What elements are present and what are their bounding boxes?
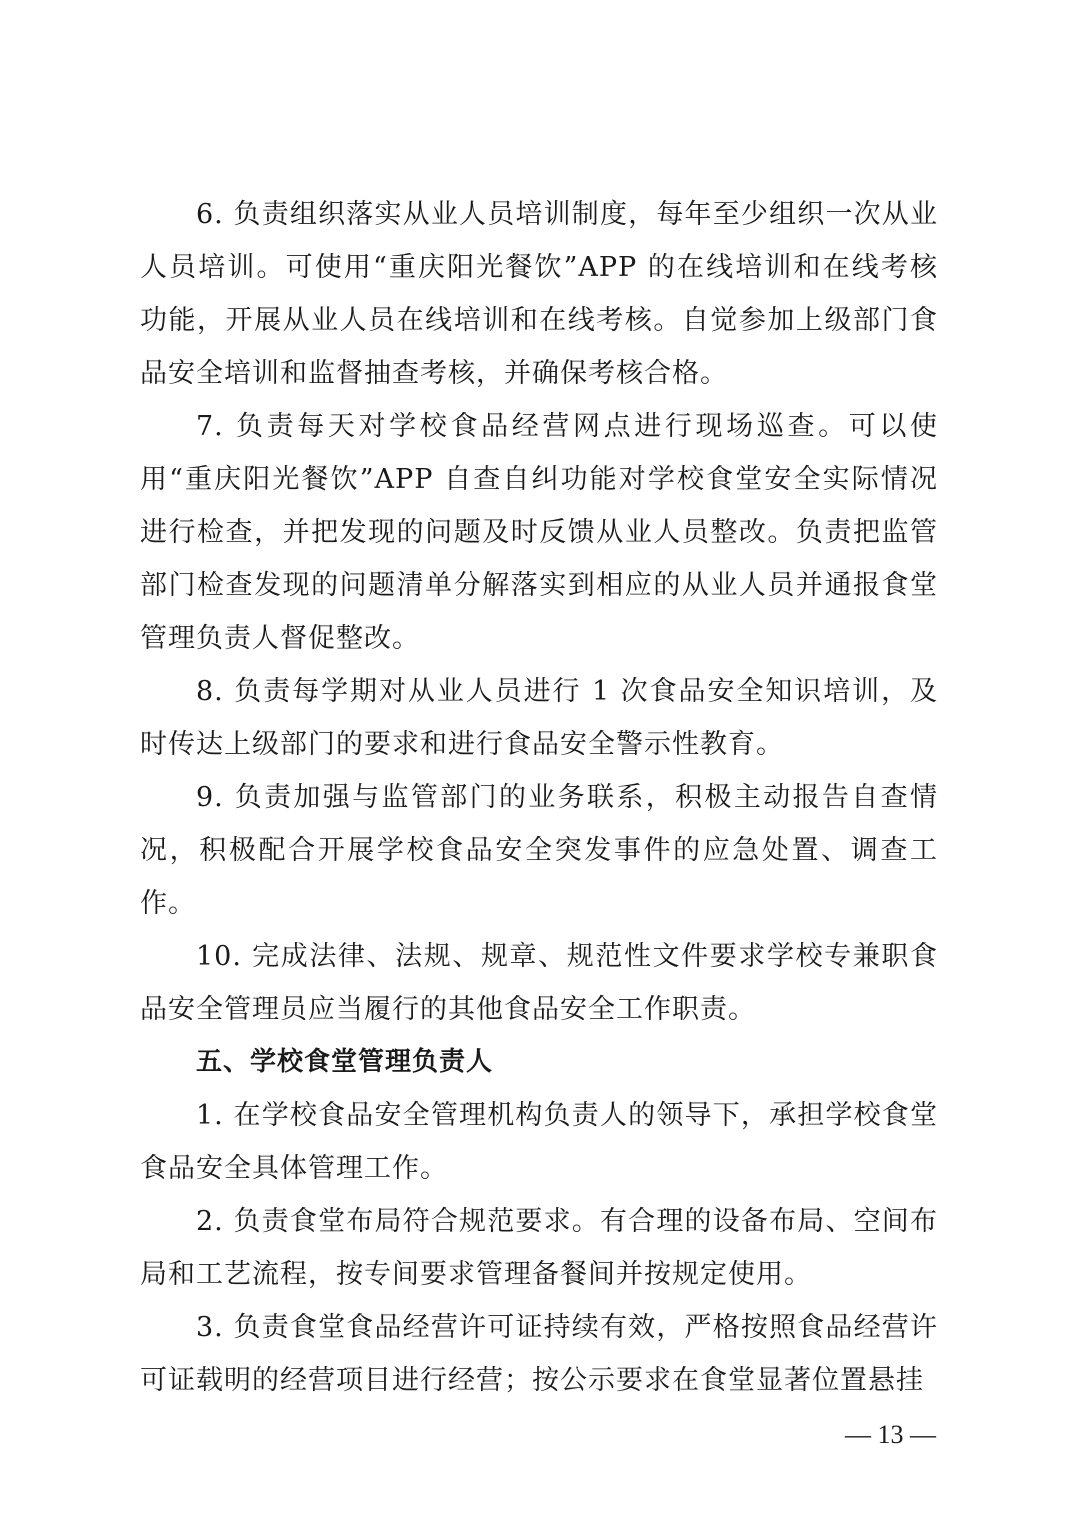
paragraph-item-3: 3. 负责食堂食品经营许可证持续有效，严格按照食品经营许可证载明的经营项目进行经营；按公示要求在食堂显著位置悬挂	[140, 1312, 938, 1396]
page-number: — 13 —	[845, 1420, 936, 1449]
paragraph-item-9: 9. 负责加强与监管部门的业务联系，积极主动报告自查情况，积极配合开展学校食品安全突发事件的应急处置、调查工作。	[140, 782, 938, 919]
body-text	[140, 188, 938, 1407]
paragraph-item-2: 2. 负责食堂布局符合规范要求。有合理的设备布局、空间布局和工艺流程，按专间要求管理备餐间并按规定使用。	[140, 1206, 938, 1290]
paragraph-item-10: 10. 完成法律、法规、规章、规范性文件要求学校专兼职食品安全管理员应当履行的其他食品安全工作职责。	[140, 941, 938, 1025]
paragraph-item-6: 6. 负责组织落实从业人员培训制度，每年至少组织一次从业人员培训。可使用“重庆阳光餐饮”APP 的在线培训和在线考核功能，开展从业人员在线培训和在线考核。自觉参加上级部门食品安全培训和监督抽查考核，并确保考核合格。	[140, 199, 938, 389]
section-heading: 五、学校食堂管理负责人	[196, 1047, 494, 1077]
paragraph-item-7: 7. 负责每天对学校食品经营网点进行现场巡查。可以使用“重庆阳光餐饮”APP 自查自纠功能对学校食堂安全实际情况进行检查，并把发现的问题及时反馈从业人员整改。负责把监管部门检查发现的问题清单分解落实到相应的从业人员并通报食堂管理负责人督促整改。	[140, 411, 938, 654]
paragraph-item-8: 8. 负责每学期对从业人员进行 1 次食品安全知识培训，及时传达上级部门的要求和进行食品安全警示性教育。	[140, 676, 938, 760]
paragraph-item-1: 1. 在学校食品安全管理机构负责人的领导下，承担学校食堂食品安全具体管理工作。	[140, 1100, 938, 1184]
